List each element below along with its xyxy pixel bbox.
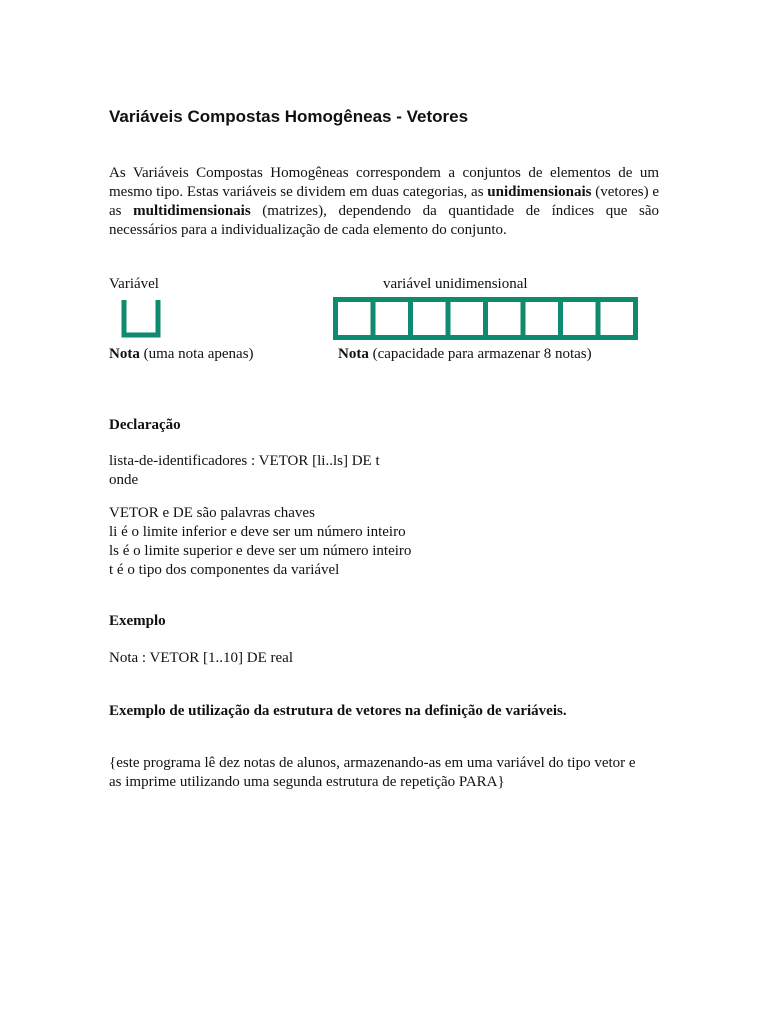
page-title: Variáveis Compostas Homogêneas - Vetores [109, 107, 469, 126]
single-caption-bold: Nota [109, 346, 140, 362]
intro-text-2: (vetores) e as [109, 184, 659, 219]
declaration-syntax: lista-de-identificadores : VETOR [li..ls] DE t [109, 453, 380, 469]
array-caption-bold: Nota [338, 346, 369, 362]
intro-text-1: As Variáveis Compostas Homogêneas correspondem a conjuntos de elementos de um mesmo tipo. Estas variáveis se dividem em duas categorias, as [109, 165, 659, 200]
declaration-line: ls é o limite superior e deve ser um número inteiro [109, 543, 412, 559]
declaration-heading: Declaração [109, 417, 181, 433]
array-variable-label: variável unidimensional [383, 276, 528, 292]
intro-bold-unidimensionais: unidimensionais [487, 184, 592, 200]
array-variable-box [333, 297, 638, 340]
usage-heading: Exemplo de utilização da estrutura de vetores na definição de variáveis. [109, 703, 567, 719]
single-variable-caption [109, 345, 254, 364]
intro-paragraph [109, 164, 659, 240]
declaration-where: onde [109, 472, 139, 488]
single-caption-text: (uma nota apenas) [139, 346, 254, 362]
single-variable-box [121, 300, 161, 338]
declaration-line: li é o limite inferior e deve ser um número inteiro [109, 524, 406, 540]
usage-comment-line: {este programa lê dez notas de alunos, armazenando-as em uma variável do tipo vetor e [109, 755, 636, 771]
array-cell-dividers [373, 300, 598, 338]
intro-text-3: (matrizes), dependendo da quantidade de índices que são necessários para a individualização de cada elemento do conjunto. [109, 203, 659, 238]
example-heading: Exemplo [109, 613, 166, 629]
declaration-line: VETOR e DE são palavras chaves [109, 505, 315, 521]
intro-bold-multidimensionais: multidimensionais [133, 203, 251, 219]
usage-comment-line: as imprime utilizando uma segunda estrutura de repetição PARA} [109, 774, 505, 790]
example-code: Nota : VETOR [1..10] DE real [109, 650, 293, 666]
single-variable-label: Variável [109, 276, 159, 292]
array-variable-caption [338, 345, 592, 364]
array-caption-text: (capacidade para armazenar 8 notas) [368, 346, 592, 362]
declaration-line: t é o tipo dos componentes da variável [109, 562, 340, 578]
single-box-outline [124, 300, 158, 335]
